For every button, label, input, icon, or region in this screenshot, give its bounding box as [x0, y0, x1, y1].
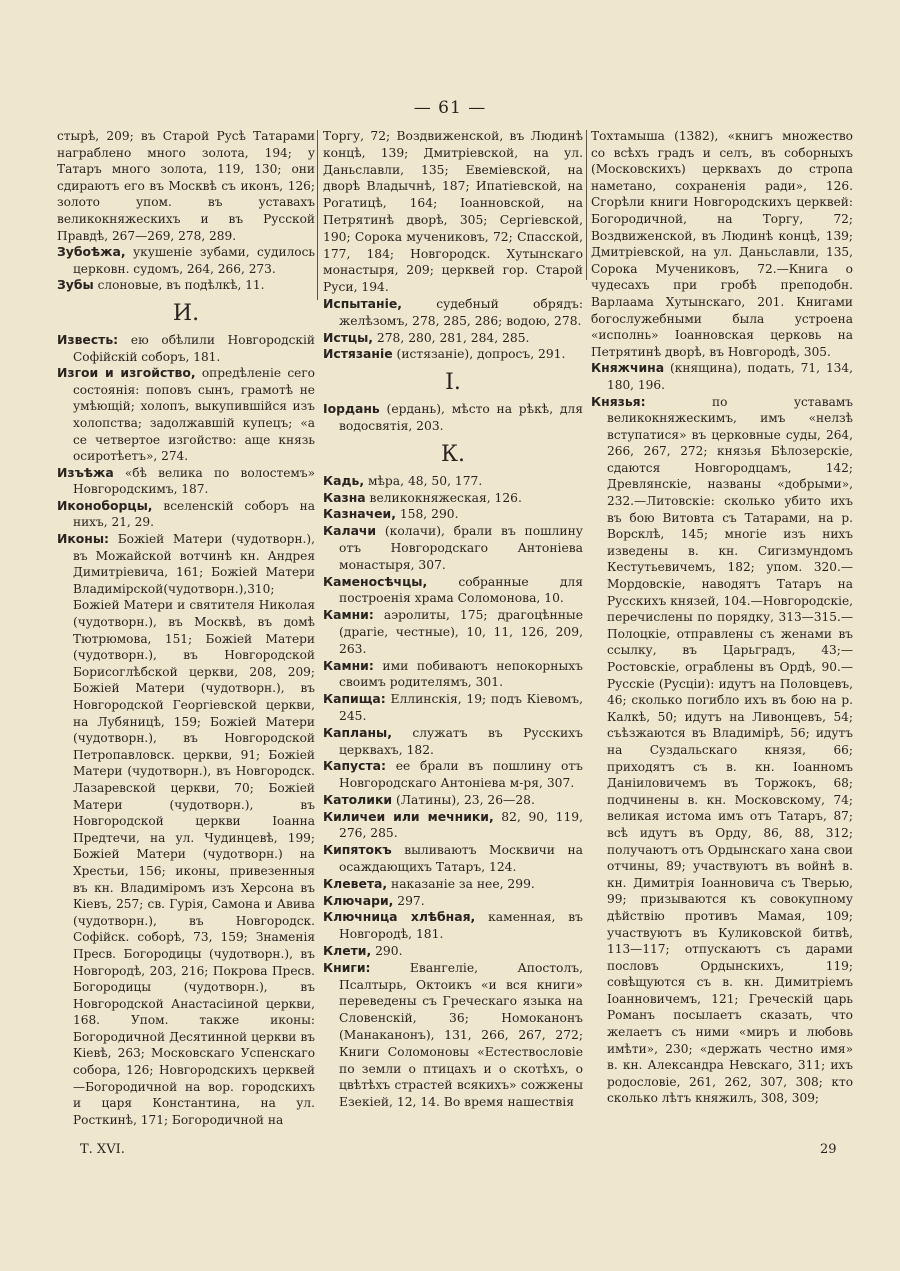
column-divider-left — [317, 130, 318, 300]
entry-text: вселенскій соборъ на нихъ, 21, 29. — [73, 498, 315, 530]
entry-text: мѣра, 48, 50, 177. — [364, 473, 483, 488]
column-divider-right — [586, 130, 587, 280]
entry-text: ею обѣлили Новгородскій Софійскій соборъ, 181. — [73, 332, 315, 364]
page-number: — 61 — — [413, 98, 487, 118]
entry-headword: Киличеи или мечники, — [323, 808, 494, 824]
entry-headword: Зубоѣжа, — [57, 244, 126, 260]
entry-text: наказаніе за нее, 299. — [387, 876, 535, 891]
entry-headword: Зубы — [57, 277, 94, 293]
index-entry — [57, 277, 315, 294]
entry-text: судебный обрядъ: желѣзомъ, 278, 285, 286; водою, 278. — [339, 296, 583, 328]
entry-headword: Капланы, — [323, 724, 392, 740]
entry-text: по уставамъ великокняжескимъ, имъ «нелзѣ вступатися» въ церковные суды, 264, 266, 267, 272; князья Бѣлозерскіе, сдаются Новгородцамъ, 142; Древлянскіе, названы «добрыми», 232.—Литовскіе: сколько убито ихъ въ бою Витовта съ Татарами, на р. Ворсклѣ, 145; многіе изъ нихъ изведены в. кн. Сигизмундомъ Кестутьевичемъ, 182; упом. 320.—Мордовскіе, наводятъ Татаръ на Русскихъ князей, 104.—Новгородскіе, перечислены по порядку, 313—315.—Полоцкіе, отправлены съ женами въ ссылку, въ Царьградъ, 43;—Ростовскіе, ограблены въ Ордѣ, 90.—Русскіе (Русціи): идутъ на Половцевъ, 46; сколько погибло ихъ въ бою на р. Калкѣ, 50; идутъ на Ливонцевъ, 54; съѣзжаются въ Владимірѣ, 56; идутъ на Суздальскаго князя, 66; приходятъ съ в. кн. Іоанномъ Даніиловичемъ въ Торжокъ, 68; подчинены в. кн. Московскому, 74; великая истома имъ отъ Татаръ, 87; всѣ идутъ въ Орду, 86, 88, 312; получаютъ отъ Ордынскаго хана свои отчины, 89; участвуютъ въ войнѣ в. кн. Димитрія Іоанновича съ Тверью, 99; призываются къ совокупному дѣйствію противъ Мамая, 109; участвуютъ въ Куликовской битвѣ, 113—117; отпускаютъ съ дарами пословъ Ордынскихъ, 119; совѣщуются съ в. кн. Димитріемъ Іоанновичемъ, 121; Греческій царь Романъ посылаетъ сказать, что желаетъ съ ними «миръ и любовь имѣти», 230; «держать честно имя» в. кн. Александра Невскаго, 311; ихъ родословіе, 261, 262, 307, 308; кто сколько лѣтъ княжилъ, 308, 309; — [607, 394, 853, 1106]
entry-text: 82, 90, 119, 276, 285. — [339, 809, 584, 841]
entry-text: слоновые, въ подѣлкѣ, 11. — [93, 278, 265, 293]
section-letter: К. — [440, 441, 466, 467]
index-entry — [57, 365, 315, 465]
entry-headword: Капуста: — [323, 758, 386, 774]
volume-mark: Т. XVI. — [80, 1142, 125, 1157]
index-column-2 — [323, 128, 583, 1111]
entry-headword: Княжчина — [591, 360, 665, 376]
index-entry — [323, 943, 583, 960]
entry-text: Тохтамыша (1382), «книгъ множество со всѣхъ градъ и селъ, въ соборныхъ (Московскихъ) церквахъ до стропа наметано, сохраненія ради», 126. Сгорѣли книги Новгородскихъ церквей: Богородичной, на Торгу, 72; Воздвиженской, въ Людинѣ концѣ, 139; Дмитріевской, на ул. Даньславли, 135, Сорока Мучениковъ, 72.—Книга о чудесахъ при гробѣ преподобн. Варлаама Хутынскаго, 201. Книгами богослужебными была устроена «исполнь» Іоанновская церковь на Петрятинѣ дворѣ, въ Новгородѣ, 305. — [591, 129, 853, 359]
index-entry — [323, 296, 583, 330]
index-entry — [323, 506, 583, 523]
entry-text: Евангеліе, Апостолъ, Псалтырь, Октоикъ «и вся книги» переведены съ Греческаго языка на Словенскій, 36; Номоканонъ (Манаканонъ), 131, 266, 267, 272; Книги Соломоновы «Естествословіе по земли о птицахъ и о скотѣхъ, о цвѣтѣхъ страстей всякихъ» сожжены Езекіей, 12, 14. Во время нашествія — [339, 960, 583, 1110]
index-entry — [323, 792, 583, 809]
entry-text: укушеніе зубами, судилось церковн. судомъ, 264, 266, 273. — [73, 245, 315, 276]
signature-mark: 29 — [820, 1142, 837, 1157]
index-entry — [323, 758, 583, 792]
index-entry — [57, 332, 315, 365]
entry-headword: Католики — [323, 791, 393, 807]
entry-text: каменная, въ Новгородѣ, 181. — [339, 910, 583, 942]
entry-headword: Иконоборцы, — [57, 497, 153, 513]
entry-headword: Казна — [323, 489, 366, 505]
index-entry — [57, 128, 315, 244]
entry-headword: Изгои и изгойство, — [57, 365, 196, 381]
entry-text: служатъ въ Русскихъ церквахъ, 182. — [339, 725, 583, 757]
entry-text: (княщина), подать, 71, 134, 180, 196. — [607, 361, 853, 392]
entry-text: ее брали въ пошлину отъ Новгородскаго Антоніева м-ря, 307. — [339, 759, 583, 791]
section-letter: И. — [172, 300, 200, 326]
index-entry — [323, 842, 583, 876]
index-entry — [323, 725, 583, 759]
index-entry — [323, 893, 583, 910]
entry-text: выливаютъ Москвичи на осаждающихъ Татаръ, 124. — [339, 843, 583, 875]
index-entry — [323, 909, 583, 943]
index-entry — [323, 691, 583, 725]
index-entry — [323, 876, 583, 893]
entry-headword: Иконы: — [57, 531, 110, 547]
entry-text: собранные для построенія храма Соломонова, 10. — [339, 574, 583, 606]
entry-text: стырѣ, 209; въ Старой Русѣ Татарами награблено много золота, 194; у Татаръ много золота, 119, 130; они сдираютъ его въ Москвѣ съ иконъ, 126; золото упом. въ уставахъ великокняжескихъ и въ Русской Правдѣ, 267—269, 278, 289. — [57, 129, 315, 243]
index-column-1 — [57, 128, 315, 1128]
entry-text: 290. — [371, 944, 403, 959]
entry-headword: Известь: — [57, 331, 119, 347]
entry-text: 297. — [393, 893, 425, 908]
entry-headword: Клети, — [323, 943, 372, 959]
entry-text: (ердань), мѣсто на рѣкѣ, для водосвятія, 203. — [339, 402, 583, 433]
entry-headword: Капища: — [323, 691, 386, 707]
entry-text: Еллинскія, 19; подъ Кіевомъ, 245. — [339, 692, 583, 723]
index-entry — [591, 394, 853, 1108]
entry-headword: Кадь, — [323, 472, 365, 488]
index-entry — [323, 574, 583, 608]
entry-headword: Испытаніе, — [323, 295, 402, 311]
index-entry — [57, 531, 315, 1128]
index-entry — [323, 490, 583, 507]
entry-headword: Ключница хлѣбная, — [323, 909, 476, 925]
index-entry — [323, 346, 583, 363]
entry-headword: Камни: — [323, 607, 374, 623]
index-entry — [57, 465, 315, 498]
entry-headword: Казначеи, — [323, 506, 396, 522]
entry-text: Торгу, 72; Воздвиженской, въ Людинѣ концѣ, 139; Дмитріевской, на ул. Даньславли, 135; Евеміевской, на дворѣ Владычнѣ, 187; Ипатіевской, на Рогатицѣ, 164; Іоанновской, на Петрятинѣ дворѣ, 305; Сергіевской, 190; Сорока мучениковъ, 72; Спасской, 177, 184; Новгородск. Хутынскаго монастыря, 209; церквей гор. Старой Руси, 194. — [323, 129, 583, 295]
entry-headword: Клевета, — [323, 875, 388, 891]
index-entry — [323, 960, 583, 1111]
entry-text: «бѣ велика по волостемъ» Новгородскимъ, 187. — [73, 465, 315, 497]
entry-headword: Князья: — [591, 393, 646, 409]
index-entry — [57, 244, 315, 277]
entry-text: Божіей Матери (чудотворн.), въ Можайской вотчинѣ кн. Андрея Димитріевича, 161; Божіей Матери Владимірской(чудотворн.),310; Божіей Матери и святителя Николая (чудотворн.), въ Москвѣ, въ домѣ Тютрюмова, 151; Божіей Матери (чудотворн.), въ Новгородской Борисоглѣбской церкви, 208, 209; Божіей Матери (чудотворн.), въ Новгородской Георгіевской церкви, на Лубяницѣ, 159; Божіей Матери (чудотворн.), въ Новгородской Петропавловск. церкви, 91; Божіей Матери (чудотворн.), въ Новгородск. Лазаревской церкви, 70; Божіей Матери (чудотворн.), въ Новгородской церкви Іоанна Предтечи, на ул. Чудинцевѣ, 199; Божіей Матери (чудотворн.) на Хрестьи, 156; иконы, привезенныя въ кн. Владиміромъ изъ Херсона въ Кіевъ, 257; св. Гурія, Самона и Авива (чудотворн.), въ Новгородск. Софійск. соборѣ, 73, 159; Знаменія Пресв. Богородицы (чудотворн.), въ Новгородѣ, 203, 216; Покрова Пресв. Богородицы (чудотворн.), въ Новгородской Анастасіиной церкви, 168. Упом. также иконы: Богородичной Десятинной церкви въ Кіевѣ, 263; Московскаго Успенскаго собора, 126; Новгородскихъ церквей—Богородичной на вор. городскихъ и царя Константина, на ул. Росткинѣ, 171; Богородичной на — [73, 532, 315, 1127]
index-entry — [323, 809, 583, 843]
entry-headword: Камни: — [323, 657, 374, 673]
entry-headword: Истязаніе — [323, 346, 393, 362]
entry-text: аэролиты, 175; драгоцѣнные (драгіе, честные), 10, 11, 126, 209, 263. — [339, 608, 583, 656]
entry-headword: Іордань — [323, 401, 380, 417]
index-entry — [323, 128, 583, 296]
entry-text: 158, 290. — [395, 507, 459, 522]
entry-headword: Изъѣжа — [57, 464, 114, 480]
entry-headword: Истцы, — [323, 329, 373, 345]
index-entry — [323, 658, 583, 692]
entry-headword: Ключари, — [323, 892, 394, 908]
entry-text: опредѣленіе сего состоянія: поповъ сынъ, грамотѣ не умѣющій; холопъ, выкупившійся изъ холопства; задолжавшій купецъ; «а се четвертое изгойство: аще князь осиротѣетъ», 274. — [73, 366, 315, 464]
index-entry — [57, 498, 315, 531]
entry-text: (колачи), брали въ пошлину отъ Новгородскаго Антоніева монастыря, 307. — [339, 524, 583, 572]
entry-headword: Книги: — [323, 959, 371, 975]
index-entry — [323, 607, 583, 657]
entry-headword: Кипятокъ — [323, 842, 392, 858]
index-entry — [591, 360, 853, 393]
entry-text: (истязаніе), допросъ, 291. — [392, 347, 566, 362]
index-entry — [323, 523, 583, 573]
index-entry — [323, 330, 583, 347]
entry-text: (Латины), 23, 26—28. — [392, 792, 535, 807]
index-column-3 — [591, 128, 853, 1107]
entry-headword: Калачи — [323, 523, 377, 539]
index-entry — [591, 128, 853, 360]
index-entry — [323, 401, 583, 435]
section-letter: I. — [445, 370, 461, 396]
entry-text: ими побиваютъ непокорныхъ своимъ родителямъ, 301. — [339, 658, 583, 690]
entry-headword: Каменосѣчцы, — [323, 573, 428, 589]
entry-text: 278, 280, 281, 284, 285. — [373, 330, 530, 345]
index-entry — [323, 473, 583, 490]
entry-text: великокняжеская, 126. — [365, 490, 522, 505]
